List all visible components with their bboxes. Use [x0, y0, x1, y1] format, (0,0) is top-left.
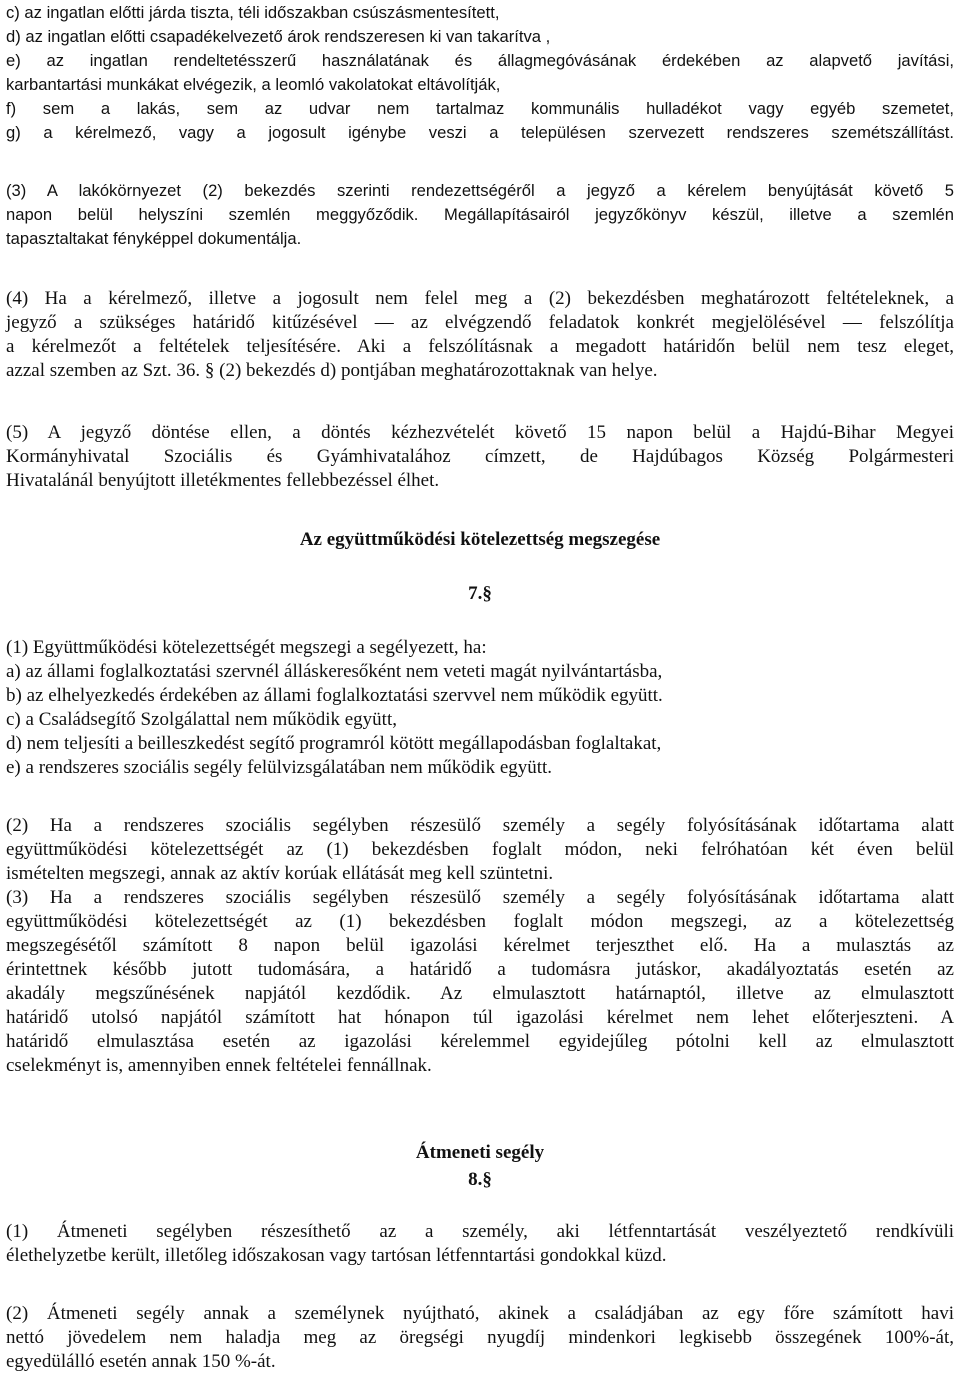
s8-para-2-line: egyedülálló esetén annak 150 %-át.: [6, 1351, 276, 1372]
s7-para-1-line: c) a Családsegítő Szolgálattal nem működik együtt,: [6, 709, 397, 730]
paragraph-4-line: a kérelmezőt a feltételek teljesítésére. Aki a felszólításnak a megadott határidőn belül nem tesz eleget,: [6, 336, 954, 357]
section-8-heading: Átmeneti segély: [415, 1142, 545, 1163]
s7-para-3-line: akadály megszűnésének napjától kezdődik. Az elmulasztott határnaptól, illetve az elmulasztott: [6, 983, 954, 1004]
paragraph-5-line: Kormányhivatal Szociális és Gyámhivatalához címzett, de Hajdúbagos Község Polgármesteri: [6, 446, 954, 467]
list-item-d: d) az ingatlan előtti csapadékelvezető árok rendszeresen ki van takarítva ,: [6, 27, 551, 46]
paragraph-3-line: napon belül helyszíni szemlén meggyőződik. Megállapításairól jegyzőkönyv készül, illetve a szemlén: [6, 205, 954, 224]
s7-para-1-line: e) a rendszeres szociális segély felülvizsgálatában nem működik együtt.: [6, 757, 553, 778]
section-7-heading: Az együttműködési kötelezettség megszegése: [299, 529, 661, 550]
s8-para-2-line: nettó jövedelem nem haladja meg az öregségi nyugdíj mindenkori legkisebb összegének 100%-át,: [6, 1327, 954, 1348]
s8-para-1-line: élethelyzetbe került, illetőleg időszakosan vagy tartósan létfenntartási gondokkal küzd.: [6, 1245, 667, 1266]
s7-para-2-line: ismételten megszegi, annak az aktív korúak ellátását meg kell szüntetni.: [6, 863, 554, 884]
s7-para-1-line: b) az elhelyezkedés érdekében az állami foglalkoztatási szervvel nem működik együtt.: [6, 685, 663, 706]
list-item-c: c) az ingatlan előtti járda tiszta, téli időszakban csúszásmentesített,: [6, 3, 500, 22]
s7-para-3-line: határidő elmulasztása esetén az igazolási kérelemmel egyidejűleg pótolni kell az elmulasztott: [6, 1031, 954, 1052]
paragraph-3-line: (3) A lakókörnyezet (2) bekezdés szerinti rendezettségéről a jegyző a kérelem benyújtását követő 5: [6, 181, 954, 200]
s7-para-3-line: megszegésétől számított 8 napon belül igazolási kérelmet terjeszthet elő. Ha a mulasztás az: [6, 935, 954, 956]
list-item-f: f) sem a lakás, sem az udvar nem tartalmaz kommunális hulladékot vagy egyéb szemetet,: [6, 99, 954, 118]
s7-para-3-line: cselekményt is, amennyiben ennek feltételei fennállnak.: [6, 1055, 432, 1076]
s7-para-3-line: együttműködési kötelezettségét az (1) bekezdésben foglalt módon megszegi, az a kötelezettség: [6, 911, 954, 932]
list-item-e-cont: karbantartási munkákat elvégezik, a leomló vakolatokat eltávolítják,: [6, 75, 501, 94]
s7-para-3-line: határidő utolsó napjától számított hat hónapon túl igazolási kérelmet nem lehet előterjeszteni. A: [6, 1007, 954, 1028]
paragraph-5-line: Hivatalánál benyújtott illetékmentes fellebbezéssel élhet.: [6, 470, 440, 491]
paragraph-3-line: tapasztaltakat fényképpel dokumentálja.: [6, 229, 302, 248]
paragraph-4-line: (4) Ha a kérelmező, illetve a jogosult nem felel meg a (2) bekezdésben meghatározott feltételeknek, a: [6, 288, 954, 309]
s7-para-3-line: (3) Ha a rendszeres szociális segélyben részesülő személy a segély folyósításának időtartama alatt: [6, 887, 954, 908]
s7-para-2-line: együttműködési kötelezettségét az (1) bekezdésben foglalt módon, neki felróhatóan két éven belül: [6, 839, 954, 860]
section-8-number: 8.§: [468, 1169, 492, 1190]
s7-para-1-line: d) nem teljesíti a beilleszkedést segítő programról kötött megállapodásban foglaltakat,: [6, 733, 662, 754]
s8-para-1-line: (1) Átmeneti segélyben részesíthető az a személy, aki létfenntartását veszélyeztető rendkívüli: [6, 1221, 954, 1242]
s8-para-2-line: (2) Átmeneti segély annak a személynek nyújtható, akinek a családjában az egy főre számított havi: [6, 1303, 954, 1324]
list-item-g: g) a kérelmező, vagy a jogosult igénybe veszi a településen szervezett rendszeres szemétszállítást.: [6, 123, 954, 142]
s7-para-3-line: érintettnek később jutott tudomására, a határidő a tudomásra jutáskor, akadályoztatás esetén az: [6, 959, 954, 980]
s7-para-1-line: a) az állami foglalkoztatási szervnél álláskeresőként nem veteti magát nyilvántartásba,: [6, 661, 663, 682]
list-item-e: e) az ingatlan rendeltetésszerű használatának és állagmegóvásának érdekében az alapvető javítási,: [6, 51, 954, 70]
paragraph-4-line: azzal szemben az Szt. 36. § (2) bekezdés d) pontjában meghatározottaknak van helye.: [6, 360, 658, 381]
paragraph-5-line: (5) A jegyző döntése ellen, a döntés kézhezvételét követő 15 napon belül a Hajdú-Bihar Megyei: [6, 422, 954, 443]
paragraph-4-line: jegyző a szükséges határidő kitűzésével — az elvégzendő feladatok konkrét megjelölésével — felszólítja: [6, 312, 954, 333]
s7-para-1-line: (1) Együttműködési kötelezettségét megszegi a segélyezett, ha:: [6, 637, 487, 658]
s7-para-2-line: (2) Ha a rendszeres szociális segélyben részesülő személy a segély folyósításának időtartama alatt: [6, 815, 954, 836]
section-7-number: 7.§: [468, 583, 492, 604]
